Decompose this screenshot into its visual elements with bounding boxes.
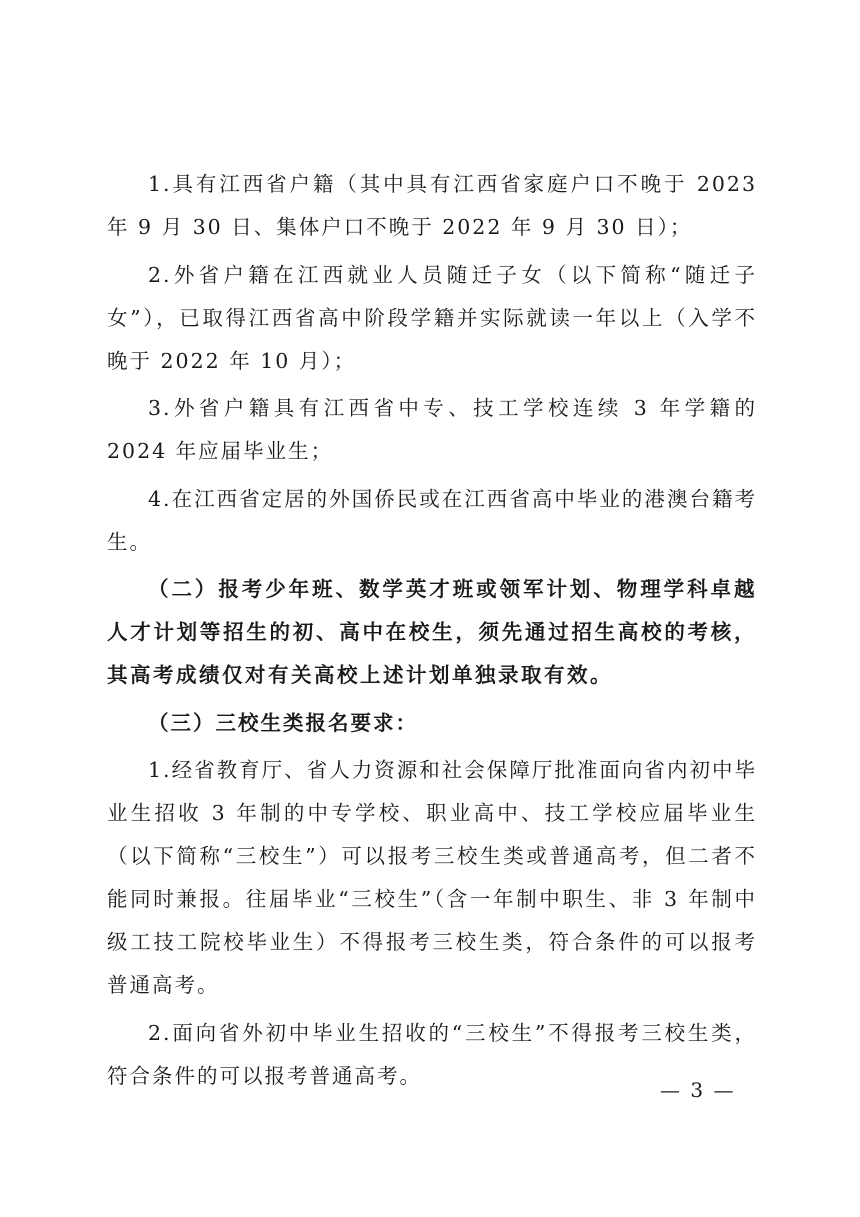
- paragraph-foreign-residents: 4.在江西省定居的外国侨民或在江西省高中毕业的港澳台籍考生。: [107, 486, 757, 554]
- page-number: — 3 —: [660, 1078, 736, 1102]
- document-body: [107, 163, 757, 1102]
- paragraph-three-school-students-rules: 1.经省教育厅、省人力资源和社会保障厅批准面向省内初中毕业生招收 3 年制的中专学校、职业高中、技工学校应届毕业生（以下简称“三校生”）可以报考三校生类或普通高考，但二者不能同时兼报。往届毕业“三校生”（含一年制中职生、非 3 年制中级工技工院校毕业生）不得报考三校生类，符合条件的可以报考普通高考。: [107, 758, 757, 997]
- paragraph-vocational-school-graduates: 3.外省户籍具有江西省中专、技工学校连续 3 年学籍的 2024 年应届毕业生；: [107, 396, 757, 463]
- paragraph-out-of-province-students: 2.面向省外初中毕业生招收的“三校生”不得报考三校生类，符合条件的可以报考普通高考。: [107, 1020, 757, 1088]
- section-heading-special-programs: （二）报考少年班、数学英才班或领军计划、物理学科卓越人才计划等招生的初、高中在校生，须先通过招生高校的考核，其高考成绩仅对有关高校上述计划单独录取有效。: [107, 577, 757, 687]
- paragraph-residency-requirement: 1.具有江西省户籍（其中具有江西省家庭户口不晚于 2023 年 9 月 30 日、集体户口不晚于 2022 年 9 月 30 日）；: [107, 172, 757, 239]
- paragraph-migrant-children: 2.外省户籍在江西就业人员随迁子女（以下简称“随迁子女”），已取得江西省高中阶段学籍并实际就读一年以上（入学不晚于 2022 年 10 月）；: [107, 262, 757, 373]
- section-heading-three-school-students: （三）三校生类报名要求：: [148, 710, 418, 735]
